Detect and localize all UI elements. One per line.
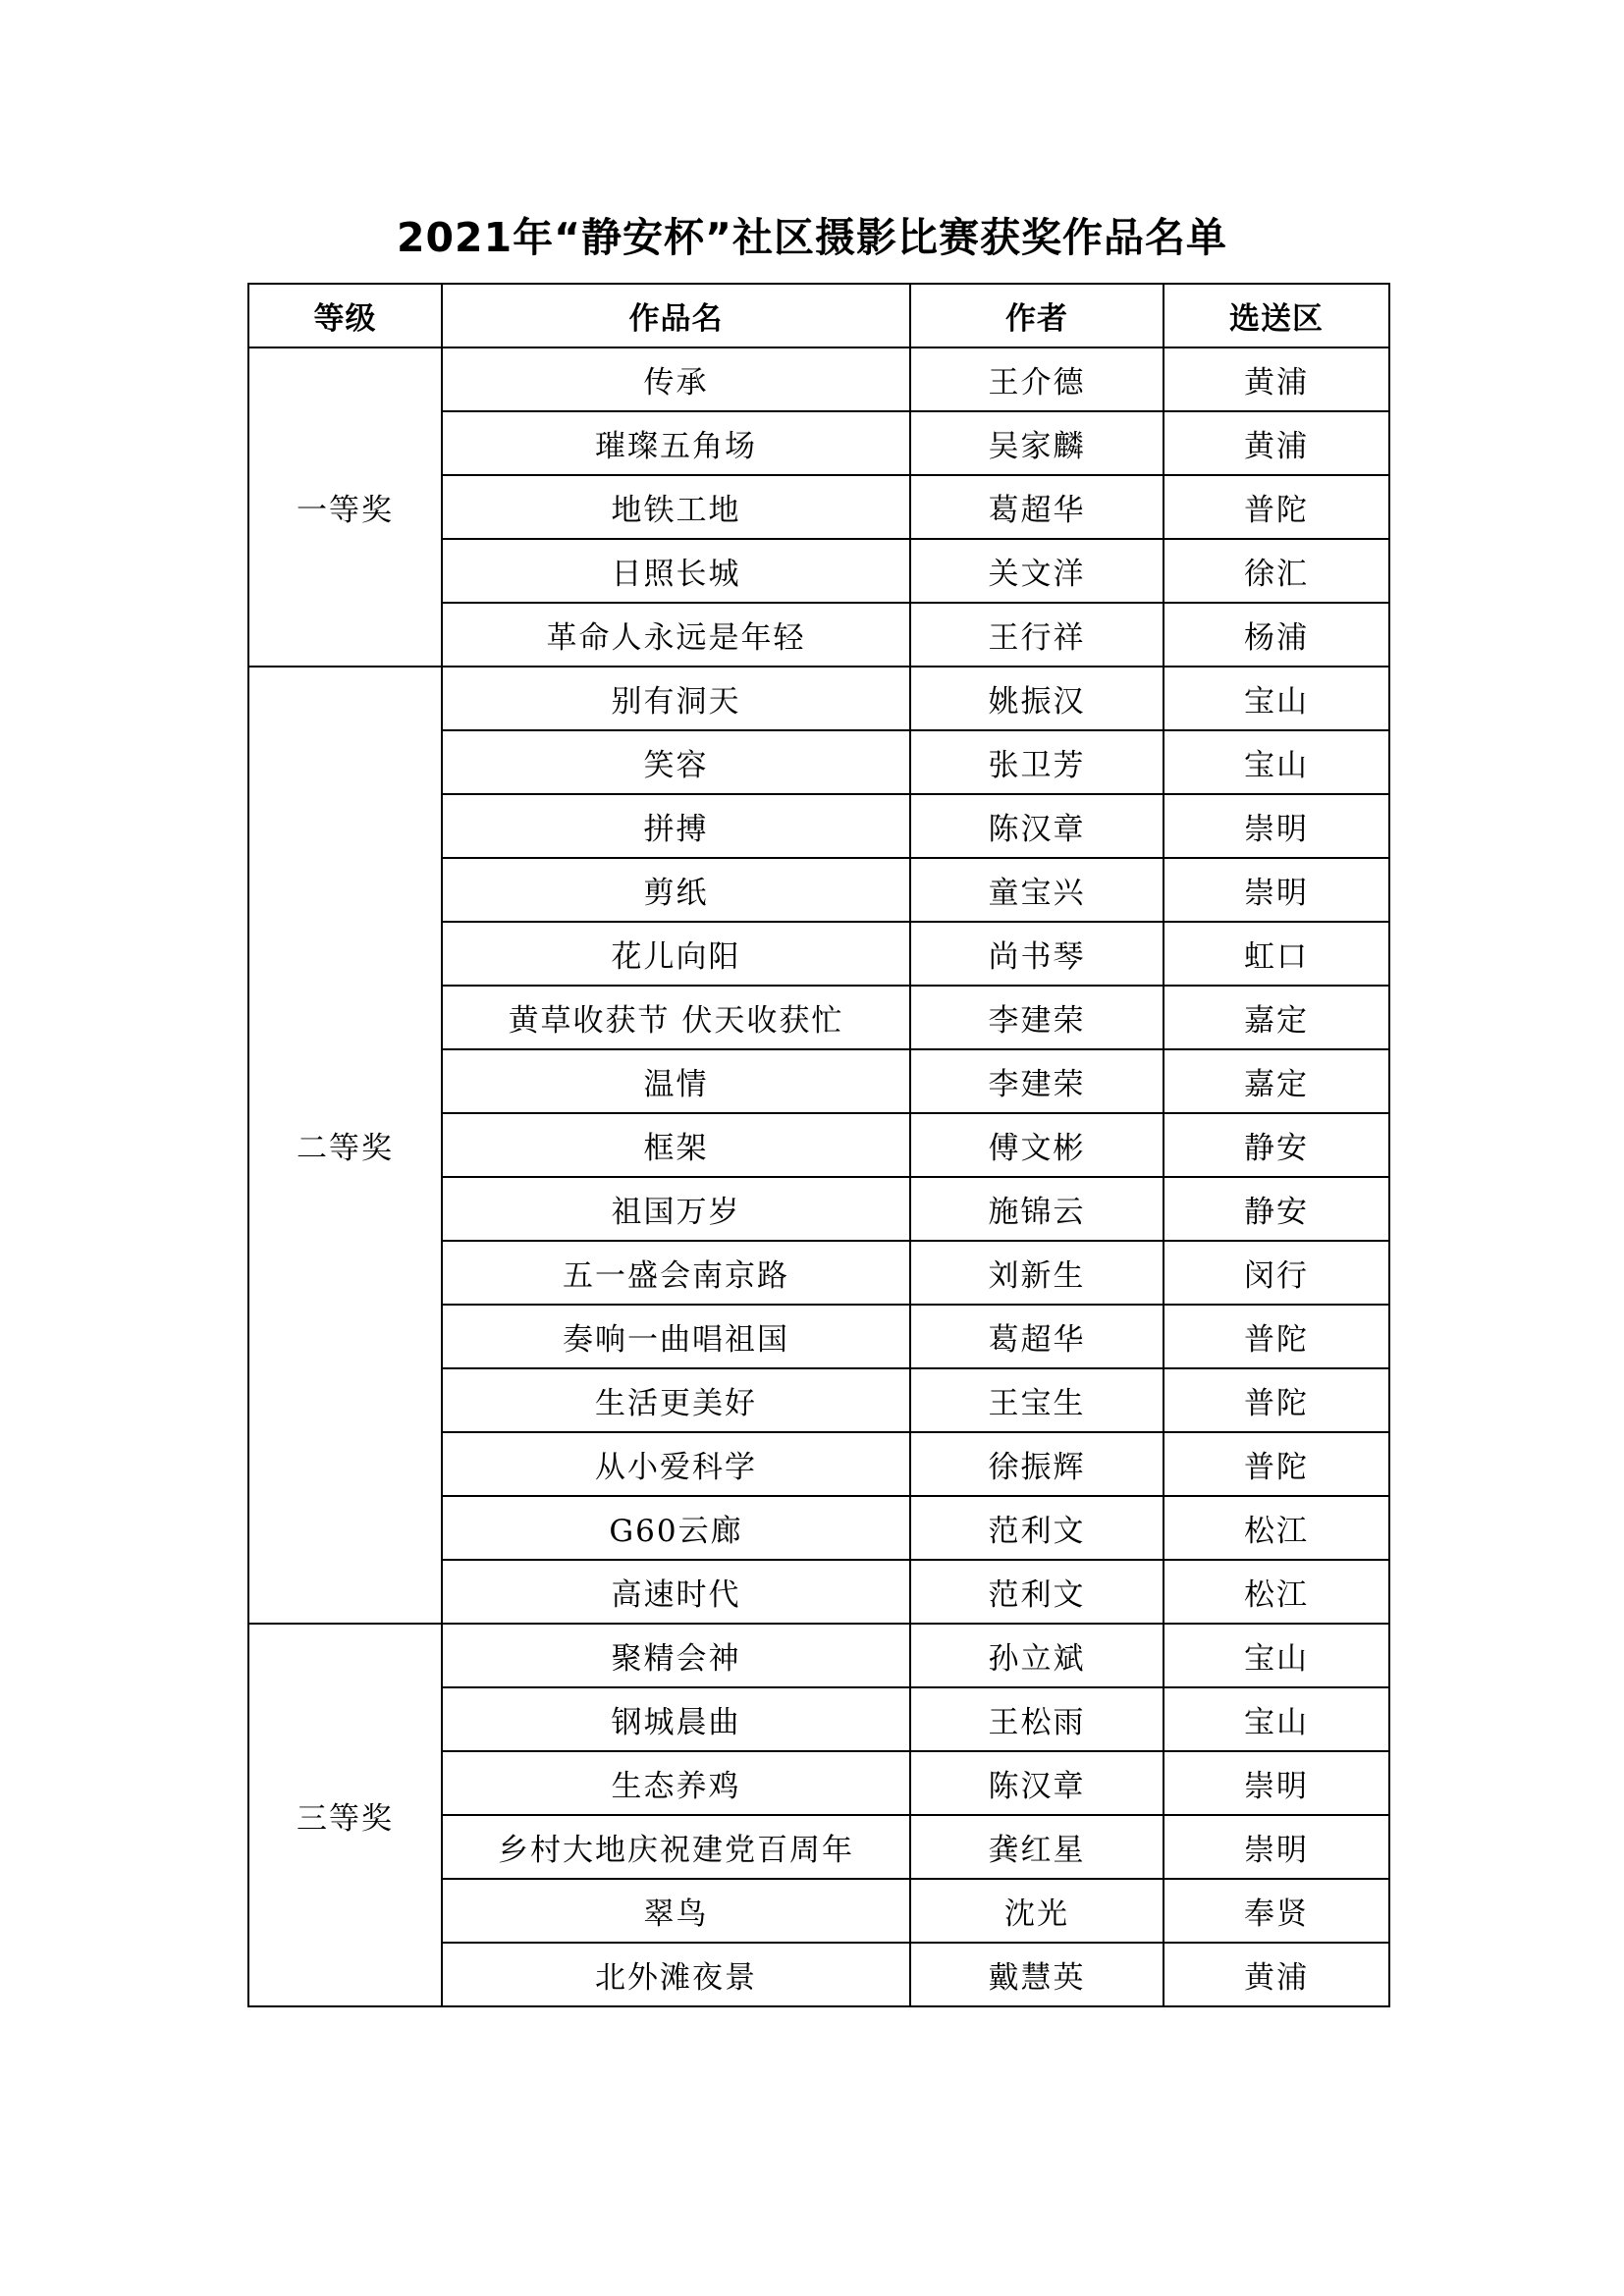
work-title-cell: 璀璨五角场 xyxy=(442,411,910,475)
district-cell: 普陀 xyxy=(1164,1368,1389,1432)
district-cell: 嘉定 xyxy=(1164,1049,1389,1113)
district-cell: 普陀 xyxy=(1164,1305,1389,1368)
work-title-cell: 剪纸 xyxy=(442,858,910,922)
author-cell: 傅文彬 xyxy=(910,1113,1164,1177)
author-cell: 戴慧英 xyxy=(910,1943,1164,2006)
district-cell: 静安 xyxy=(1164,1113,1389,1177)
district-cell: 崇明 xyxy=(1164,1815,1389,1879)
work-title-cell: 翠鸟 xyxy=(442,1879,910,1943)
district-cell: 普陀 xyxy=(1164,1432,1389,1496)
work-title-cell: 奏响一曲唱祖国 xyxy=(442,1305,910,1368)
award-level-cell: 一等奖 xyxy=(248,347,442,667)
author-cell: 范利文 xyxy=(910,1496,1164,1560)
author-cell: 范利文 xyxy=(910,1560,1164,1624)
work-title-cell: 日照长城 xyxy=(442,539,910,603)
work-title-cell: 高速时代 xyxy=(442,1560,910,1624)
author-cell: 刘新生 xyxy=(910,1241,1164,1305)
district-cell: 松江 xyxy=(1164,1560,1389,1624)
work-title-cell: G60云廊 xyxy=(442,1496,910,1560)
header-work: 作品名 xyxy=(442,284,910,347)
author-cell: 龚红星 xyxy=(910,1815,1164,1879)
work-title-cell: 笑容 xyxy=(442,730,910,794)
work-title-cell: 聚精会神 xyxy=(442,1624,910,1687)
work-title-cell: 从小爱科学 xyxy=(442,1432,910,1496)
work-title-cell: 花儿向阳 xyxy=(442,922,910,986)
author-cell: 王松雨 xyxy=(910,1687,1164,1751)
work-title-cell: 五一盛会南京路 xyxy=(442,1241,910,1305)
author-cell: 吴家麟 xyxy=(910,411,1164,475)
district-cell: 嘉定 xyxy=(1164,986,1389,1049)
table-body xyxy=(248,347,1389,2006)
table-row xyxy=(248,1624,1389,1687)
table-row xyxy=(248,667,1389,730)
author-cell: 孙立斌 xyxy=(910,1624,1164,1687)
district-cell: 黄浦 xyxy=(1164,347,1389,411)
district-cell: 徐汇 xyxy=(1164,539,1389,603)
work-title-cell: 北外滩夜景 xyxy=(442,1943,910,2006)
author-cell: 王行祥 xyxy=(910,603,1164,667)
author-cell: 李建荣 xyxy=(910,986,1164,1049)
district-cell: 黄浦 xyxy=(1164,1943,1389,2006)
work-title-cell: 祖国万岁 xyxy=(442,1177,910,1241)
author-cell: 陈汉章 xyxy=(910,794,1164,858)
author-cell: 童宝兴 xyxy=(910,858,1164,922)
author-cell: 王介德 xyxy=(910,347,1164,411)
district-cell: 宝山 xyxy=(1164,667,1389,730)
author-cell: 陈汉章 xyxy=(910,1751,1164,1815)
district-cell: 杨浦 xyxy=(1164,603,1389,667)
award-level-cell: 三等奖 xyxy=(248,1624,442,2006)
document-title: 2021年“静安杯”社区摄影比赛获奖作品名单 xyxy=(396,214,1227,261)
district-cell: 黄浦 xyxy=(1164,411,1389,475)
district-cell: 闵行 xyxy=(1164,1241,1389,1305)
district-cell: 松江 xyxy=(1164,1496,1389,1560)
district-cell: 宝山 xyxy=(1164,1624,1389,1687)
work-title-cell: 生活更美好 xyxy=(442,1368,910,1432)
author-cell: 施锦云 xyxy=(910,1177,1164,1241)
work-title-cell: 拼搏 xyxy=(442,794,910,858)
author-cell: 王宝生 xyxy=(910,1368,1164,1432)
author-cell: 关文洋 xyxy=(910,539,1164,603)
district-cell: 崇明 xyxy=(1164,858,1389,922)
work-title-cell: 地铁工地 xyxy=(442,475,910,539)
table-row xyxy=(248,347,1389,411)
author-cell: 尚书琴 xyxy=(910,922,1164,986)
district-cell: 普陀 xyxy=(1164,475,1389,539)
award-level-cell: 二等奖 xyxy=(248,667,442,1624)
district-cell: 虹口 xyxy=(1164,922,1389,986)
work-title-cell: 温情 xyxy=(442,1049,910,1113)
work-title-cell: 黄草收获节 伏天收获忙 xyxy=(442,986,910,1049)
header-district: 选送区 xyxy=(1164,284,1389,347)
author-cell: 徐振辉 xyxy=(910,1432,1164,1496)
work-title-cell: 传承 xyxy=(442,347,910,411)
district-cell: 宝山 xyxy=(1164,1687,1389,1751)
district-cell: 崇明 xyxy=(1164,794,1389,858)
author-cell: 沈光 xyxy=(910,1879,1164,1943)
work-title-cell: 钢城晨曲 xyxy=(442,1687,910,1751)
award-table xyxy=(247,283,1390,2007)
work-title-cell: 别有洞天 xyxy=(442,667,910,730)
work-title-cell: 框架 xyxy=(442,1113,910,1177)
table-header-row xyxy=(248,284,1389,347)
author-cell: 葛超华 xyxy=(910,1305,1164,1368)
district-cell: 宝山 xyxy=(1164,730,1389,794)
header-author: 作者 xyxy=(910,284,1164,347)
author-cell: 葛超华 xyxy=(910,475,1164,539)
header-level: 等级 xyxy=(248,284,442,347)
district-cell: 奉贤 xyxy=(1164,1879,1389,1943)
author-cell: 李建荣 xyxy=(910,1049,1164,1113)
work-title-cell: 乡村大地庆祝建党百周年 xyxy=(442,1815,910,1879)
work-title-cell: 革命人永远是年轻 xyxy=(442,603,910,667)
work-title-cell: 生态养鸡 xyxy=(442,1751,910,1815)
district-cell: 崇明 xyxy=(1164,1751,1389,1815)
author-cell: 姚振汉 xyxy=(910,667,1164,730)
district-cell: 静安 xyxy=(1164,1177,1389,1241)
author-cell: 张卫芳 xyxy=(910,730,1164,794)
